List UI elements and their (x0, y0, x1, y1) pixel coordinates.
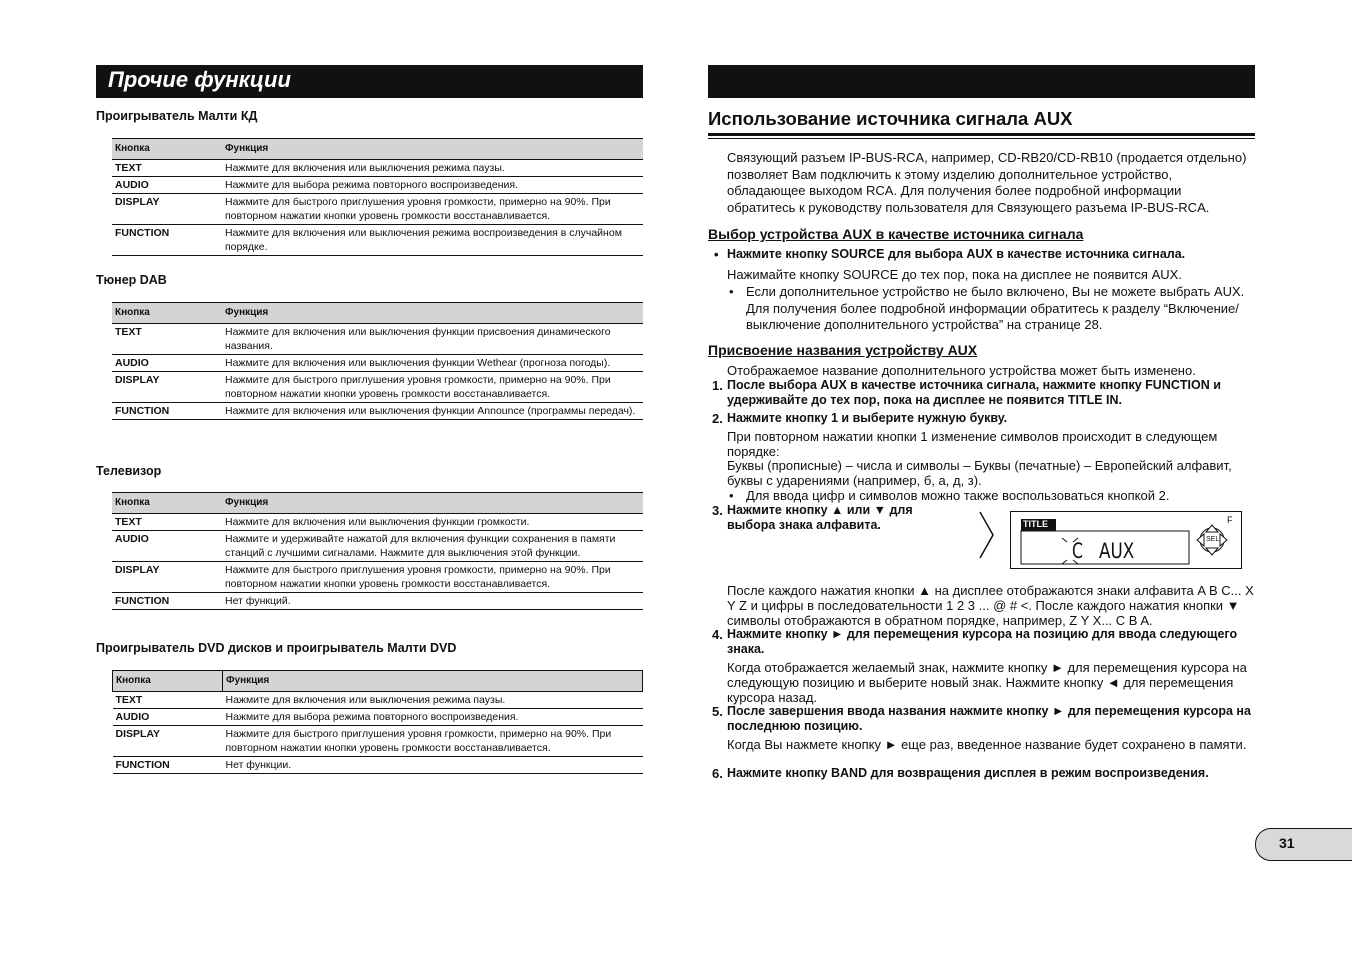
section-banner-left (96, 65, 643, 98)
step-number: 2. (712, 411, 723, 426)
table-row (112, 324, 643, 355)
step-number: 6. (712, 766, 723, 781)
col-header-fn: Функция (222, 139, 643, 160)
col-header-key: Кнопка (112, 303, 222, 324)
table-cell-key: DISPLAY (112, 562, 222, 593)
table-cell-key: FUNCTION (112, 403, 222, 420)
col-header-key: Кнопка (112, 139, 222, 160)
table-cell-key: AUDIO (112, 355, 222, 372)
bullet-source: Нажмите кнопку SOURCE для выбора AUX в качестве источника сигнала. (727, 247, 1186, 261)
subhead-dvd: Проигрыватель DVD дисков и проигрыватель Малти DVD (96, 641, 457, 655)
table-cell-function: Нажмите и удерживайте нажатой для включения функции сохранения в памяти станций с лучшими сигналами. Нажмите для выключения этой функции. (222, 531, 643, 562)
table-cell-key: TEXT (113, 692, 223, 709)
table-row (112, 177, 643, 194)
table-row (112, 403, 643, 420)
step-5: После завершения ввода названия нажмите кнопку ► для перемещения курсора на последнюю позицию. (727, 704, 1251, 733)
col-header-key: Кнопка (112, 493, 222, 514)
page-number: 31 (1279, 835, 1295, 851)
section-banner-right (708, 65, 1255, 98)
section-title-left: Прочие функции (108, 67, 291, 92)
step-number: 1. (712, 378, 723, 393)
table-row (112, 225, 643, 256)
lcd-display (1010, 511, 1242, 569)
step-2-note: Для ввода цифр и символов можно также воспользоваться кнопкой 2. (746, 488, 1170, 503)
table-cell-key: TEXT (112, 160, 222, 177)
step-2: Нажмите кнопку 1 и выберите нужную букву. (727, 411, 1008, 425)
table-row (113, 692, 643, 709)
table-cell-function: Нет функции. (223, 757, 643, 774)
step-4: Нажмите кнопку ► для перемещения курсора на позицию для ввода следующего знака. (727, 627, 1238, 656)
table-row (112, 194, 643, 225)
lcd-title-label: TITLE (1023, 519, 1048, 529)
table-cell-function: Нажмите для включения или выключения режима воспроизведения в случайном порядке. (222, 225, 643, 256)
step-2-text-2: Буквы (прописные) – числа и символы – Буквы (печатные) – Европейский алфавит, буквы с ударениями (например, б, а, д, з). (727, 458, 1232, 488)
bullet-dot: • (729, 284, 734, 299)
table-tv (112, 492, 643, 610)
table-row (113, 709, 643, 726)
table-cell-function: Нет функций. (222, 593, 643, 610)
table-cell-function: Нажмите для включения или выключения функции присвоения динамического названия. (222, 324, 643, 355)
bullet-dot: • (729, 488, 734, 503)
table-cell-key: DISPLAY (112, 194, 222, 225)
table-cell-key: TEXT (112, 514, 222, 531)
step-number: 5. (712, 704, 723, 719)
table-cell-function: Нажмите для включения или выключения функции Announce (программы передач). (222, 403, 643, 420)
table-cell-function: Нажмите для включения или выключения режима паузы. (222, 160, 643, 177)
step-6: Нажмите кнопку BAND для возвращения дисплея в режим воспроизведения. (727, 766, 1209, 780)
table-cell-function: Нажмите для выбора режима повторного воспроизведения. (223, 709, 643, 726)
intro-paragraph: Связующий разъем IP-BUS-RCA, например, CD-RB20/CD-RB10 (продается отдельно) позволяет Вам подключить к этому изделию дополнительное устройство, обладающее выходом RCA. Для получения более подробной информации обратитесь к руководству пользователя для Связующего разъема IP-BUS-RCA. (727, 150, 1247, 215)
table-row (112, 372, 643, 403)
table-row (113, 757, 643, 774)
table-cell-function: Нажмите для включения или выключения функции Wethear (прогноза погоды). (222, 355, 643, 372)
table-multi-cd (112, 138, 643, 256)
table-row (112, 531, 643, 562)
step-number: 4. (712, 627, 723, 642)
table-cell-key: FUNCTION (112, 593, 222, 610)
aux-heading: Использование источника сигнала AUX (708, 108, 1073, 129)
lcd-f-label: F (1227, 515, 1233, 525)
lcd-sel-label: SEL (1206, 536, 1220, 543)
table-dab (112, 302, 643, 420)
lcd-text: AUX (1099, 539, 1135, 563)
step-3-text: После каждого нажатия кнопки ▲ на дисплее отображаются знаки алфавита A B C... X Y Z и цифры в последовательности 1 2 3 ... @ # <. После каждого нажатия кнопки ▼ символы отображаются в обратном порядке, например, Z Y X... C B A. (727, 583, 1254, 628)
col-header-fn: Функция (222, 303, 643, 324)
table-row (112, 514, 643, 531)
table-cell-function: Нажмите для быстрого приглушения уровня громкости, примерно на 90%. При повторном нажатии кнопки уровень громкости восстанавливается. (222, 194, 643, 225)
lcd-cursor-char: C (1072, 539, 1084, 563)
table-row (112, 160, 643, 177)
step-1: После выбора AUX в качестве источника сигнала, нажмите кнопку FUNCTION и удерживайте до тех пор, пока на дисплее не появится TITLE IN. (727, 378, 1221, 407)
table-cell-key: AUDIO (112, 177, 222, 194)
table-row (112, 355, 643, 372)
table-cell-key: AUDIO (113, 709, 223, 726)
table-cell-key: AUDIO (112, 531, 222, 562)
table-cell-function: Нажмите для включения или выключения функции громкости. (222, 514, 643, 531)
bullet-note-aux: Если дополнительное устройство не было включено, Вы не можете выбрать AUX. Для получения более подробной информации обратитесь к разделу “Включение/выключение дополнительного устройства” на странице 28. (746, 284, 1245, 332)
subsection-select-aux: Выбор устройства AUX в качестве источника сигнала (708, 226, 1084, 242)
table-cell-function: Нажмите для быстрого приглушения уровня громкости, примерно на 90%. При повторном нажатии кнопки уровень громкости восстанавливается. (222, 562, 643, 593)
table-cell-key: DISPLAY (112, 372, 222, 403)
table-cell-key: FUNCTION (112, 225, 222, 256)
table-cell-function: Нажмите для быстрого приглушения уровня громкости, примерно на 90%. При повторном нажатии кнопки уровень громкости восстанавливается. (223, 726, 643, 757)
heading-rule-thin (708, 138, 1255, 139)
bullet-dot: • (714, 247, 719, 262)
step-4-text: Когда отображается желаемый знак, нажмите кнопку ► для перемещения курсора на следующую позицию и выберите новый знак. Нажмите кнопку ◄ для перемещения курсора назад. (727, 660, 1247, 705)
step-3: Нажмите кнопку ▲ или ▼ для выбора знака алфавита. (727, 503, 913, 532)
subsection-name-aux: Присвоение названия устройству AUX (708, 342, 978, 358)
step-arrow-icon (978, 510, 996, 560)
heading-rule (708, 133, 1255, 136)
subhead-multi-cd: Проигрыватель Малти КД (96, 109, 258, 123)
page-number-badge (1255, 828, 1352, 861)
table-cell-function: Нажмите для включения или выключения режима паузы. (223, 692, 643, 709)
table-row (112, 562, 643, 593)
table-cell-key: DISPLAY (113, 726, 223, 757)
col-header-key: Кнопка (113, 671, 223, 692)
name-aux-text: Отображаемое название дополнительного устройства может быть изменено. (727, 363, 1196, 378)
bullet-source-text: Нажимайте кнопку SOURCE до тех пор, пока на дисплее не появится AUX. (727, 267, 1182, 282)
table-cell-function: Нажмите для быстрого приглушения уровня громкости, примерно на 90%. При повторном нажатии кнопки уровень громкости восстанавливается. (222, 372, 643, 403)
table-row (113, 726, 643, 757)
step-5-text: Когда Вы нажмете кнопку ► еще раз, введенное название будет сохранено в памяти. (727, 737, 1247, 752)
subhead-dab: Тюнер DAB (96, 273, 167, 287)
subhead-tv: Телевизор (96, 464, 162, 478)
table-dvd (112, 670, 643, 774)
table-cell-function: Нажмите для выбора режима повторного воспроизведения. (222, 177, 643, 194)
col-header-fn: Функция (223, 671, 643, 692)
step-number: 3. (712, 503, 723, 518)
col-header-fn: Функция (222, 493, 643, 514)
table-cell-key: FUNCTION (113, 757, 223, 774)
table-row (112, 593, 643, 610)
step-2-text-1: При повторном нажатии кнопки 1 изменение символов происходит в следующем порядке: (727, 429, 1218, 459)
table-cell-key: TEXT (112, 324, 222, 355)
